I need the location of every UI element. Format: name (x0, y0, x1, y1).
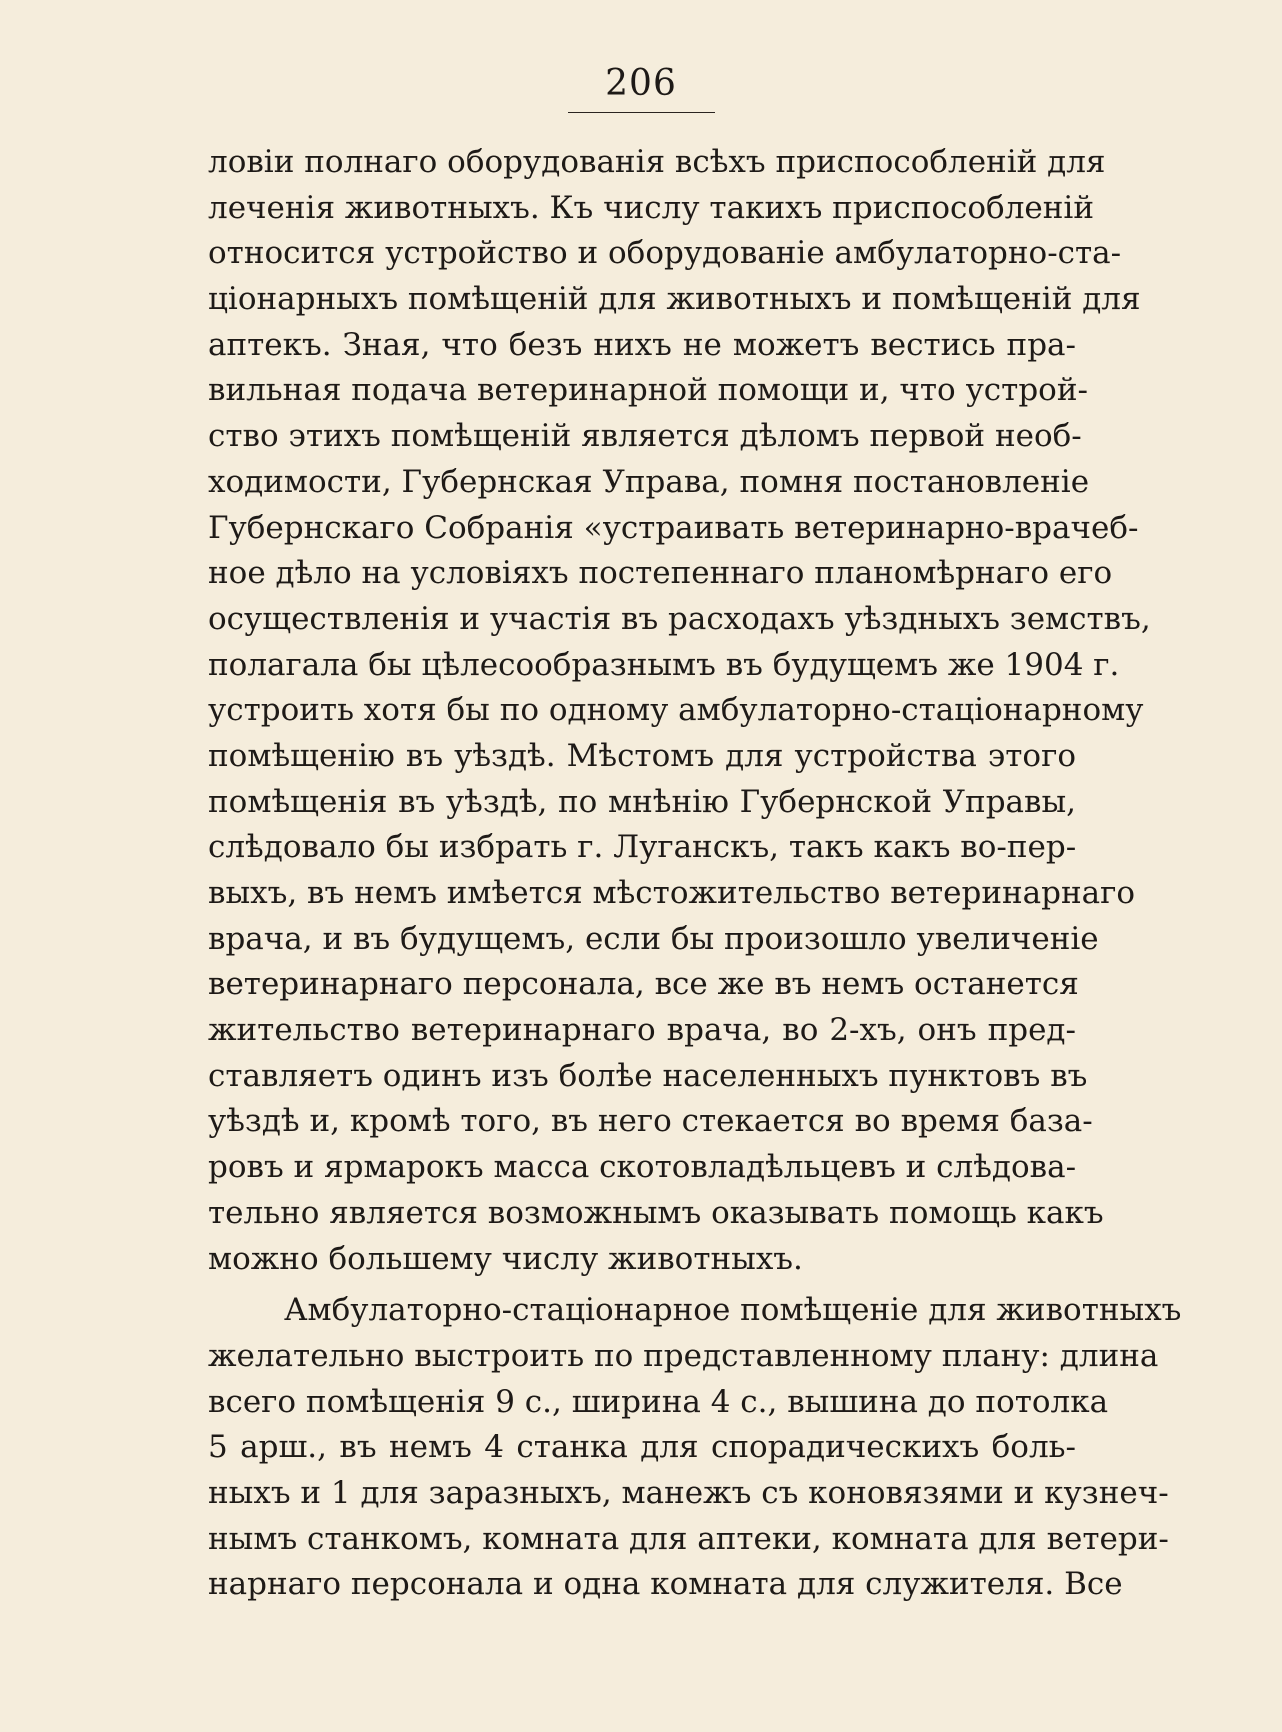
text-line: нарнаго персонала и одна комната для служителя. Все (208, 1566, 1123, 1603)
text-line: ровъ и ярмарокъ масса скотовладѣльцевъ и слѣдова- (208, 1149, 1077, 1186)
text-line: ставляетъ одинъ изъ болѣе населенныхъ пунктовъ въ (208, 1057, 1088, 1094)
text-line: жительство ветеринарнаго врача, во 2-хъ, онъ пред- (208, 1012, 1076, 1049)
text-line: врача, и въ будущемъ, если бы произошло увеличеніе (208, 920, 1099, 957)
text-line: ловіи полнаго оборудованія всѣхъ приспособленій для (208, 144, 1106, 180)
text-line: всего помѣщенія 9 с., ширина 4 с., вышина до потолка (208, 1383, 1109, 1420)
body-text (208, 140, 1182, 1608)
text-line: Губернскаго Собранія «устраивать ветеринарно-врачеб- (208, 509, 1139, 546)
text-line: тельно является возможнымъ оказывать помощь какъ (208, 1194, 1104, 1231)
text-line: аптекъ. Зная, что безъ нихъ не можетъ вестись пра- (208, 326, 1076, 363)
text-line: осуществленія и участія въ расходахъ уѣздныхъ земствъ, (208, 600, 1151, 637)
page-number: 206 (605, 63, 677, 104)
text-line: ветеринарнаго персонала, все же въ немъ останется (208, 966, 1079, 1003)
text-line: ходимости, Губернская Управа, помня постановленіе (208, 463, 1090, 500)
text-line: ныхъ и 1 для заразныхъ, манежъ съ коновязями и кузнеч- (208, 1474, 1169, 1511)
text-line: слѣдовало бы избрать г. Луганскъ, такъ какъ во-пер- (208, 829, 1077, 866)
page-number-rule (568, 112, 715, 113)
text-line: относится устройство и оборудованіе амбулаторно-ста- (208, 235, 1122, 272)
text-line: помѣщенію въ уѣздѣ. Мѣстомъ для устройства этого (208, 737, 1076, 774)
text-line: можно большему числу животныхъ. (208, 1240, 803, 1277)
text-line: леченія животныхъ. Къ числу такихъ приспособленій (208, 189, 1094, 226)
text-line: ціонарныхъ помѣщеній для животныхъ и помѣщеній для (208, 281, 1141, 318)
text-line: нымъ станкомъ, комната для аптеки, комната для ветери- (208, 1520, 1169, 1557)
text-line: выхъ, въ немъ имѣется мѣстожительство ветеринарнаго (208, 875, 1136, 911)
text-line: полагала бы цѣлесообразнымъ въ будущемъ же 1904 г. (208, 646, 1120, 683)
text-line: уѣздѣ и, кромѣ того, въ него стекается во время база- (208, 1103, 1093, 1140)
text-line: ство этихъ помѣщеній является дѣломъ первой необ- (208, 418, 1082, 455)
text-line: ное дѣло на условіяхъ постепеннаго планомѣрнаго его (208, 555, 1113, 592)
text-line: вильная подача ветеринарной помощи и, что устрой- (208, 372, 1088, 409)
text-line: желательно выстроить по представленному плану: длина (208, 1337, 1159, 1374)
paragraph-2 (208, 1288, 1182, 1608)
text-line: Амбулаторно-стаціонарное помѣщеніе для животныхъ (284, 1292, 1182, 1329)
text-line: устроить хотя бы по одному амбулаторно-стаціонарному (208, 692, 1144, 729)
paragraph-1 (208, 140, 1151, 1282)
text-line: помѣщенія въ уѣздѣ, по мнѣнію Губернской Управы, (208, 783, 1076, 820)
text-line: 5 арш., въ немъ 4 станка для спорадическихъ боль- (208, 1429, 1076, 1466)
